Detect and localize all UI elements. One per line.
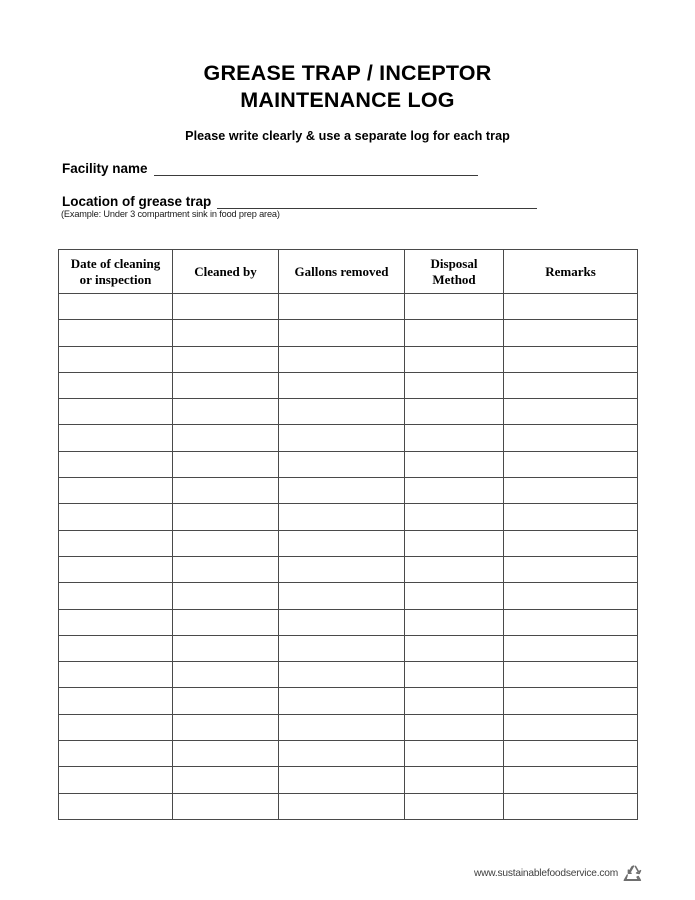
table-cell[interactable] bbox=[173, 635, 279, 661]
table-cell[interactable] bbox=[504, 294, 638, 320]
table-cell[interactable] bbox=[405, 714, 504, 740]
table-row bbox=[59, 478, 638, 504]
table-cell[interactable] bbox=[405, 346, 504, 372]
table-cell[interactable] bbox=[59, 425, 173, 451]
table-cell[interactable] bbox=[405, 478, 504, 504]
table-cell[interactable] bbox=[279, 294, 405, 320]
table-cell[interactable] bbox=[59, 714, 173, 740]
table-cell[interactable] bbox=[405, 767, 504, 793]
table-cell[interactable] bbox=[173, 346, 279, 372]
table-row bbox=[59, 556, 638, 582]
column-header-remarks-line1: Remarks bbox=[545, 263, 596, 279]
facility-name-label: Facility name bbox=[62, 161, 148, 176]
grease-trap-location-label: Location of grease trap bbox=[62, 194, 212, 209]
table-cell[interactable] bbox=[59, 372, 173, 398]
table-cell[interactable] bbox=[59, 530, 173, 556]
table-cell[interactable] bbox=[59, 399, 173, 425]
table-cell[interactable] bbox=[59, 451, 173, 477]
table-cell[interactable] bbox=[504, 662, 638, 688]
table-cell[interactable] bbox=[279, 714, 405, 740]
table-cell[interactable] bbox=[279, 530, 405, 556]
table-cell[interactable] bbox=[173, 793, 279, 819]
column-header-remarks bbox=[504, 250, 638, 294]
table-row bbox=[59, 609, 638, 635]
table-cell[interactable] bbox=[279, 635, 405, 661]
column-header-cleaned-by bbox=[173, 250, 279, 294]
table-cell[interactable] bbox=[279, 451, 405, 477]
table-row bbox=[59, 294, 638, 320]
table-cell[interactable] bbox=[504, 767, 638, 793]
table-cell[interactable] bbox=[405, 530, 504, 556]
table-cell[interactable] bbox=[504, 425, 638, 451]
table-cell[interactable] bbox=[279, 767, 405, 793]
table-cell[interactable] bbox=[279, 609, 405, 635]
grease-trap-location-hint: (Example: Under 3 compartment sink in food prep area) bbox=[61, 209, 280, 219]
table-cell[interactable] bbox=[173, 714, 279, 740]
document-title bbox=[0, 60, 695, 114]
table-cell[interactable] bbox=[59, 741, 173, 767]
document-subtitle: Please write clearly & use a separate log for each trap bbox=[185, 129, 510, 143]
table-header-row bbox=[59, 250, 638, 294]
table-cell[interactable] bbox=[59, 320, 173, 346]
table-cell[interactable] bbox=[279, 556, 405, 582]
table-cell[interactable] bbox=[405, 793, 504, 819]
table-cell[interactable] bbox=[173, 609, 279, 635]
table-cell[interactable] bbox=[405, 556, 504, 582]
table-cell[interactable] bbox=[504, 741, 638, 767]
table-cell[interactable] bbox=[173, 688, 279, 714]
table-row bbox=[59, 320, 638, 346]
table-header bbox=[59, 250, 638, 294]
table-cell[interactable] bbox=[279, 583, 405, 609]
grease-trap-location-input[interactable] bbox=[217, 195, 537, 209]
table-cell[interactable] bbox=[59, 346, 173, 372]
facility-name-field[interactable] bbox=[62, 161, 478, 176]
table-cell[interactable] bbox=[173, 504, 279, 530]
table-cell[interactable] bbox=[504, 504, 638, 530]
table-cell[interactable] bbox=[279, 372, 405, 398]
table-cell[interactable] bbox=[405, 504, 504, 530]
table-row bbox=[59, 767, 638, 793]
table-cell[interactable] bbox=[279, 478, 405, 504]
grease-trap-location-field[interactable] bbox=[62, 194, 537, 209]
table-cell[interactable] bbox=[504, 478, 638, 504]
table-cell[interactable] bbox=[59, 294, 173, 320]
table-cell[interactable] bbox=[173, 530, 279, 556]
table-cell[interactable] bbox=[59, 635, 173, 661]
column-header-date-line2: or inspection bbox=[79, 271, 152, 287]
table-cell[interactable] bbox=[405, 688, 504, 714]
table-cell[interactable] bbox=[504, 320, 638, 346]
column-header-disposal-method-line2: Method bbox=[432, 271, 476, 287]
table-cell[interactable] bbox=[173, 451, 279, 477]
table-cell[interactable] bbox=[504, 346, 638, 372]
table-row bbox=[59, 372, 638, 398]
table-row bbox=[59, 504, 638, 530]
table-cell[interactable] bbox=[504, 399, 638, 425]
table-row bbox=[59, 793, 638, 819]
table-cell[interactable] bbox=[279, 399, 405, 425]
table-row bbox=[59, 714, 638, 740]
table-cell[interactable] bbox=[279, 662, 405, 688]
table-cell[interactable] bbox=[173, 320, 279, 346]
table-body bbox=[59, 294, 638, 820]
table-cell[interactable] bbox=[173, 399, 279, 425]
table-cell[interactable] bbox=[59, 504, 173, 530]
table-cell[interactable] bbox=[173, 372, 279, 398]
table-row bbox=[59, 635, 638, 661]
document-footer bbox=[0, 862, 695, 884]
table-cell[interactable] bbox=[173, 425, 279, 451]
table-cell[interactable] bbox=[405, 662, 504, 688]
table-cell[interactable] bbox=[279, 320, 405, 346]
table-cell[interactable] bbox=[405, 609, 504, 635]
table-cell[interactable] bbox=[59, 767, 173, 793]
table-cell[interactable] bbox=[279, 504, 405, 530]
table-row bbox=[59, 741, 638, 767]
title-line-1: GREASE TRAP / INCEPTOR bbox=[203, 61, 492, 85]
table-cell[interactable] bbox=[173, 294, 279, 320]
table-cell[interactable] bbox=[504, 583, 638, 609]
table-cell[interactable] bbox=[405, 583, 504, 609]
table-cell[interactable] bbox=[279, 346, 405, 372]
table-cell[interactable] bbox=[504, 714, 638, 740]
table-cell[interactable] bbox=[405, 399, 504, 425]
table-cell[interactable] bbox=[504, 372, 638, 398]
maintenance-log-table bbox=[58, 249, 638, 820]
table-cell[interactable] bbox=[504, 530, 638, 556]
recycle-icon bbox=[621, 862, 647, 884]
table-cell[interactable] bbox=[405, 451, 504, 477]
table-cell[interactable] bbox=[59, 583, 173, 609]
table-cell[interactable] bbox=[405, 372, 504, 398]
table-cell[interactable] bbox=[504, 635, 638, 661]
table-cell[interactable] bbox=[173, 741, 279, 767]
column-header-date-line1: Date of cleaning bbox=[70, 255, 161, 271]
table-row bbox=[59, 425, 638, 451]
table-cell[interactable] bbox=[173, 556, 279, 582]
table-cell[interactable] bbox=[279, 688, 405, 714]
table-cell[interactable] bbox=[504, 793, 638, 819]
table-cell[interactable] bbox=[59, 793, 173, 819]
column-header-gallons-removed-line1: Gallons removed bbox=[294, 263, 389, 279]
table-cell[interactable] bbox=[504, 688, 638, 714]
column-header-date bbox=[59, 250, 173, 294]
table-cell[interactable] bbox=[405, 320, 504, 346]
column-header-disposal-method-line1: Disposal bbox=[430, 255, 478, 271]
table-cell[interactable] bbox=[59, 556, 173, 582]
table-cell[interactable] bbox=[59, 609, 173, 635]
table-cell[interactable] bbox=[173, 478, 279, 504]
table-cell[interactable] bbox=[405, 425, 504, 451]
footer-website-url[interactable]: www.sustainablefoodservice.com bbox=[473, 867, 618, 879]
table-cell[interactable] bbox=[279, 741, 405, 767]
table-row bbox=[59, 530, 638, 556]
column-header-gallons-removed bbox=[279, 250, 405, 294]
table-cell[interactable] bbox=[59, 478, 173, 504]
column-header-cleaned-by-line1: Cleaned by bbox=[194, 263, 257, 279]
table-cell[interactable] bbox=[504, 609, 638, 635]
table-cell[interactable] bbox=[405, 294, 504, 320]
table-row bbox=[59, 688, 638, 714]
table-cell[interactable] bbox=[279, 425, 405, 451]
table-cell[interactable] bbox=[173, 583, 279, 609]
title-line-2: MAINTENANCE LOG bbox=[240, 88, 455, 112]
table-row bbox=[59, 451, 638, 477]
table-cell[interactable] bbox=[173, 662, 279, 688]
table-row bbox=[59, 583, 638, 609]
table-cell[interactable] bbox=[59, 662, 173, 688]
facility-name-input[interactable] bbox=[154, 162, 478, 176]
table-cell[interactable] bbox=[59, 688, 173, 714]
table-row bbox=[59, 662, 638, 688]
table-cell[interactable] bbox=[405, 635, 504, 661]
table-cell[interactable] bbox=[173, 767, 279, 793]
table-cell[interactable] bbox=[504, 556, 638, 582]
column-header-disposal-method bbox=[405, 250, 504, 294]
table-cell[interactable] bbox=[504, 451, 638, 477]
table-row bbox=[59, 399, 638, 425]
table-row bbox=[59, 346, 638, 372]
table-cell[interactable] bbox=[405, 741, 504, 767]
table-cell[interactable] bbox=[279, 793, 405, 819]
